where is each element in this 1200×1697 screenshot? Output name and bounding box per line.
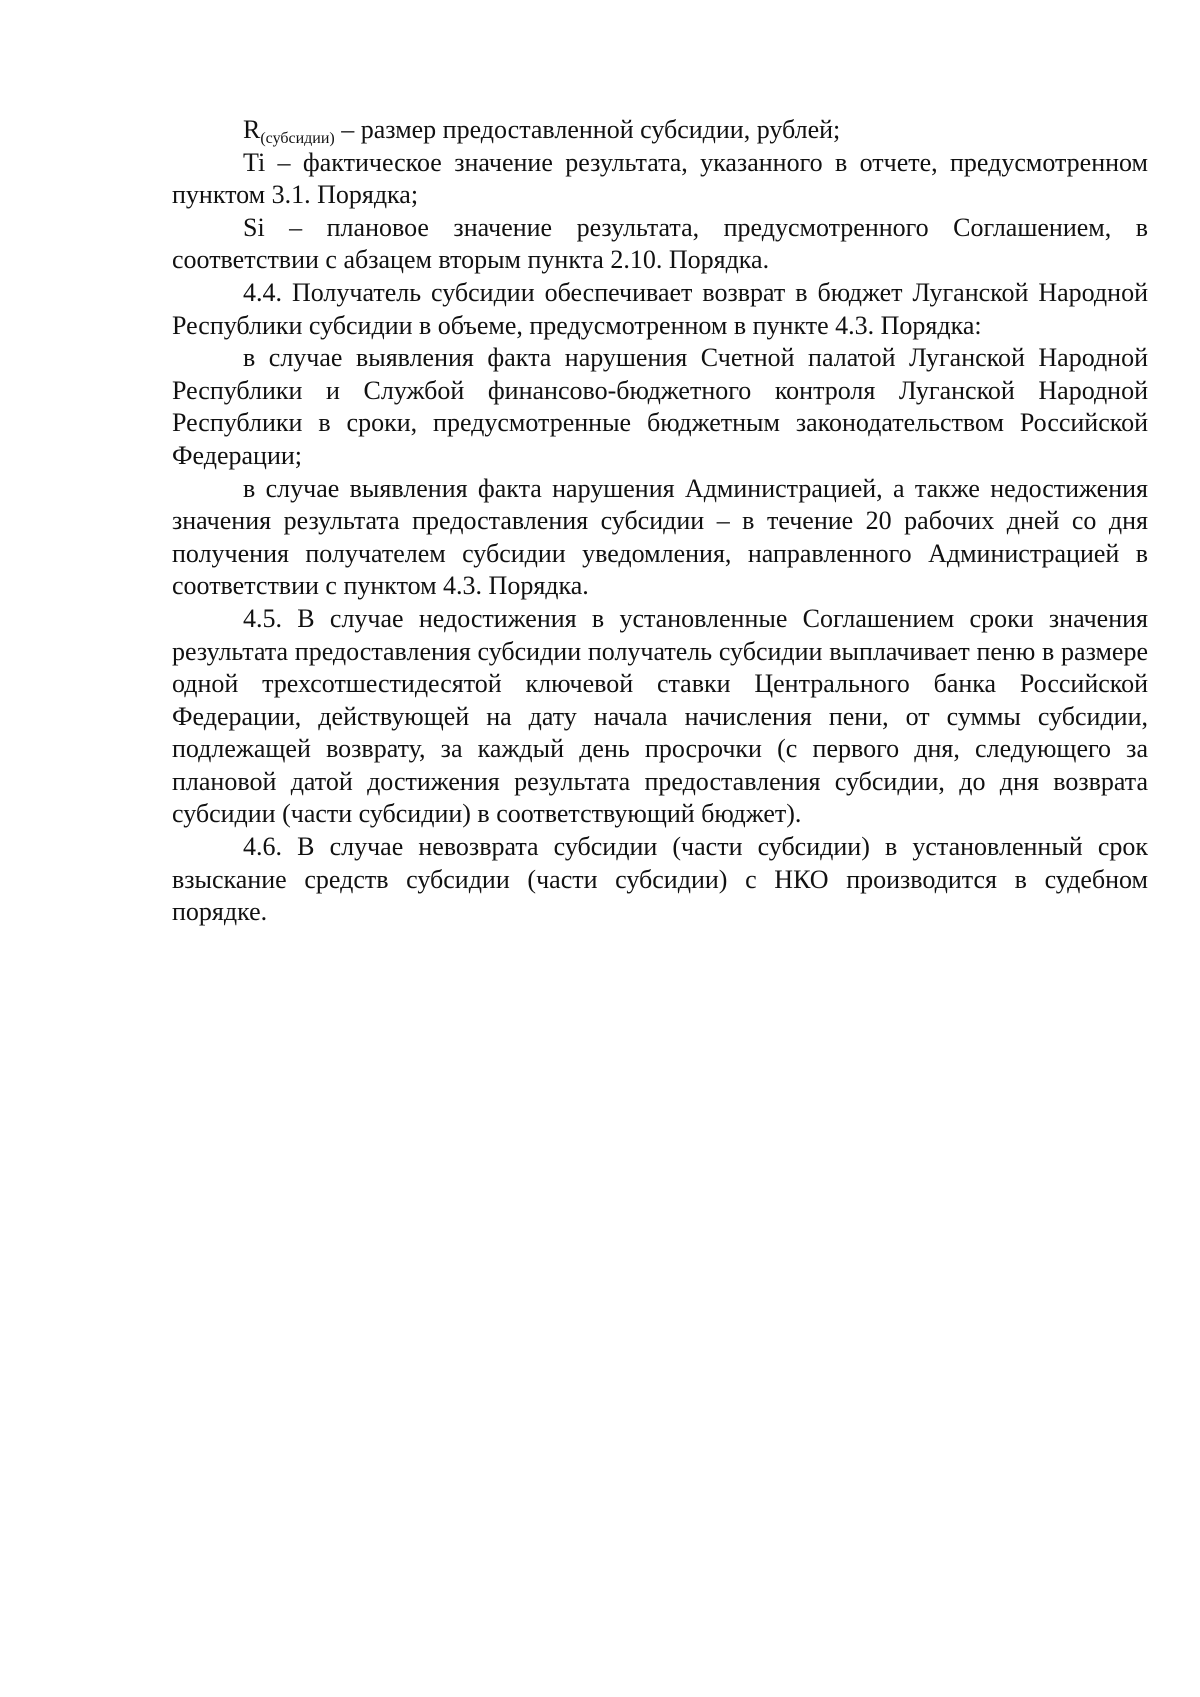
paragraph-clause-4-6: 4.6. В случае невозврата субсидии (части субсидии) в установленный срок взыскание средств субсидии (части субсидии) с НКО производится в судебном порядке.	[172, 832, 1148, 927]
formula-symbol-r: R	[243, 115, 261, 144]
paragraph-clause-4-4-b: в случае выявления факта нарушения Администрацией, а также недостижения значения результата предоставления субсидии – в течение 20 рабочих дней со дня получения получателем субсидии уведомления, направленного Администрацией в соответствии с пунктом 4.3. Порядка.	[172, 473, 1148, 601]
paragraph-text: – размер предоставленной субсидии, рублей;	[334, 115, 841, 144]
paragraph-clause-4-4: 4.4. Получатель субсидии обеспечивает возврат в бюджет Луганской Народной Республики субсидии в объеме, предусмотренном в пункте 4.3. Порядка:	[172, 277, 1148, 340]
paragraph-r-definition	[172, 114, 1148, 147]
paragraph-clause-4-4-a: в случае выявления факта нарушения Счетной палатой Луганской Народной Республики и Службой финансово-бюджетного контроля Луганской Народной Республики в сроки, предусмотренные бюджетным законодательством Российской Федерации;	[172, 343, 1148, 470]
formula-subscript: (субсидии)	[260, 130, 335, 147]
paragraph-ti-definition: Ti – фактическое значение результата, указанного в отчете, предусмотренном пунктом 3.1. Порядка;	[172, 147, 1148, 210]
paragraph-clause-4-5: 4.5. В случае недостижения в установленные Соглашением сроки значения результата предоставления субсидии получатель субсидии выплачивает пеню в размере одной трехсотшестидесятой ключевой ставки Центрального банка Российской Федерации, действующей на дату начала начисления пени, от суммы субсидии, подлежащей возврату, за каждый день просрочки (с первого дня, следующего за плановой датой достижения результата предоставления субсидии, до дня возврата субсидии (части субсидии) в соответствующий бюджет).	[172, 603, 1148, 829]
paragraph-si-definition: Si – плановое значение результата, предусмотренного Соглашением, в соответствии с абзацем вторым пункта 2.10. Порядка.	[172, 212, 1148, 275]
document-page	[172, 114, 1148, 929]
